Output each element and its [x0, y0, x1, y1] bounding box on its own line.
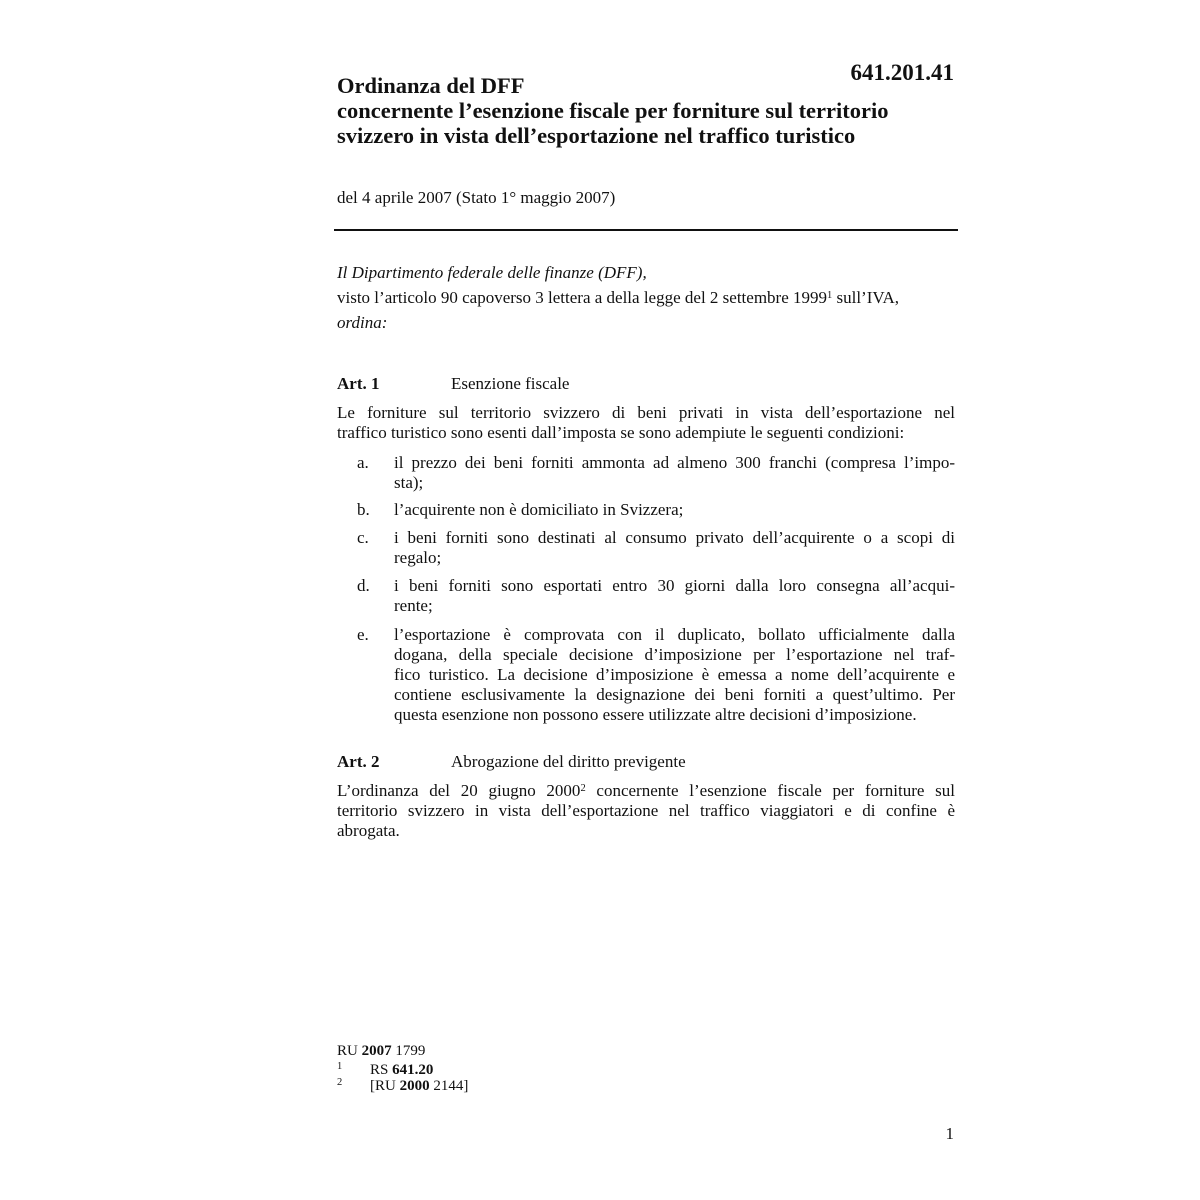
preamble-authority: Il Dipartimento federale delle finanze (DFF), [337, 263, 647, 282]
text-line: i beni forniti sono esportati entro 30 giorni dalla loro consegna all’acqui- [394, 576, 955, 595]
list-item-text [394, 625, 955, 725]
header-divider [334, 229, 958, 231]
list-item-letter: b. [357, 500, 370, 519]
legal-basis-text-end: sull’IVA, [832, 288, 899, 307]
text-line: rente; [394, 596, 433, 615]
list-item-letter: a. [357, 453, 369, 472]
ru-year: 2007 [361, 1043, 392, 1059]
document-title [337, 73, 957, 148]
footnote-ref-1[interactable]: 1 [827, 290, 833, 301]
footnote-text [370, 1062, 433, 1078]
footnote-ref-2[interactable]: 2 [580, 783, 586, 794]
preamble-legal-basis [337, 285, 957, 310]
footnote-bold: 2000 [399, 1078, 430, 1094]
footnote-prefix: RS [370, 1062, 393, 1078]
text-line: territorio svizzero in vista dell’esportazione nel traffico viaggiatori e di confine è [337, 801, 955, 820]
text-line: questa esenzione non possono essere utilizzate altre decisioni d’imposizione. [394, 705, 917, 724]
article-number: Art. 2 [337, 752, 380, 771]
text-line: traffico turistico sono esenti dall’imposta se sono adempiute le seguenti condizioni: [337, 423, 905, 442]
legal-basis-text: visto l’articolo 90 capoverso 3 lettera a della legge del 2 settembre 1999 [337, 288, 827, 307]
title-line: svizzero in vista dell’esportazione nel traffico turistico [337, 123, 856, 148]
text-line: abrogata. [337, 821, 400, 840]
sr-number: 641.201.41 [850, 60, 954, 85]
footnote-suffix: 2144] [429, 1078, 469, 1094]
text-line: il prezzo dei beni forniti ammonta ad almeno 300 franchi (compresa l’impo- [394, 453, 955, 472]
text-line: dogana, della speciale decisione d’imposizione per l’esportazione nel traf- [394, 645, 955, 664]
title-line: Ordinanza del DFF [337, 73, 525, 98]
text-line: Le forniture sul territorio svizzero di beni privati in vista dell’esportazione nel [337, 403, 955, 422]
footnote-prefix: [RU [370, 1078, 400, 1094]
footnotes [337, 1043, 469, 1094]
article-1-heading [337, 374, 569, 394]
official-compilation-ref [337, 1043, 425, 1059]
date-status-line: del 4 aprile 2007 (Stato 1° maggio 2007) [337, 188, 616, 207]
preamble-decree: ordina: [337, 313, 388, 332]
text-line: l’acquirente non è domiciliato in Svizzera; [394, 500, 684, 519]
list-item-letter: e. [357, 625, 369, 644]
list-item-text [394, 576, 955, 616]
text-line: i beni forniti sono destinati al consumo privato dell’acquirente o a scopi di [394, 528, 955, 547]
list-item-text [394, 528, 955, 568]
text-line: contiene esclusivamente la designazione dei beni forniti a quest’ultimo. Per [394, 685, 955, 704]
ru-prefix: RU [337, 1043, 362, 1059]
footnote-mark: 2 [337, 1077, 343, 1088]
text-line: regalo; [394, 548, 442, 567]
article-number: Art. 1 [337, 374, 380, 393]
page-number: 1 [945, 1124, 954, 1143]
article-2-body [337, 781, 955, 841]
text-line [337, 781, 955, 801]
article-title: Esenzione fiscale [451, 374, 570, 393]
text-segment: L’ordinanza del 20 giugno 2000 [337, 781, 581, 800]
ru-page: 1799 [391, 1043, 426, 1059]
title-line: concernente l’esenzione fiscale per forniture sul territorio [337, 98, 889, 123]
text-line: fico turistico. La decisione d’imposizione è emessa a nome dell’acquirente e [394, 665, 955, 684]
preamble [337, 260, 957, 335]
footnote-1 [337, 1061, 434, 1078]
list-item-letter: c. [357, 528, 369, 547]
text-line: l’esportazione è comprovata con il duplicato, bollato ufficialmente dalla [394, 625, 955, 644]
article-title: Abrogazione del diritto previgente [451, 752, 686, 771]
list-item-text [394, 500, 955, 520]
footnote-text [370, 1078, 468, 1094]
footnote-bold: 641.20 [392, 1062, 434, 1078]
footnote-mark: 1 [337, 1061, 343, 1072]
article-1-intro [337, 403, 955, 443]
article-2-heading [337, 752, 686, 772]
text-line: sta); [394, 473, 424, 492]
list-item-letter: d. [357, 576, 370, 595]
list-item-text [394, 453, 955, 493]
text-segment: concernente l’esenzione fiscale per forniture sul [585, 781, 955, 800]
footnote-2 [337, 1077, 469, 1094]
